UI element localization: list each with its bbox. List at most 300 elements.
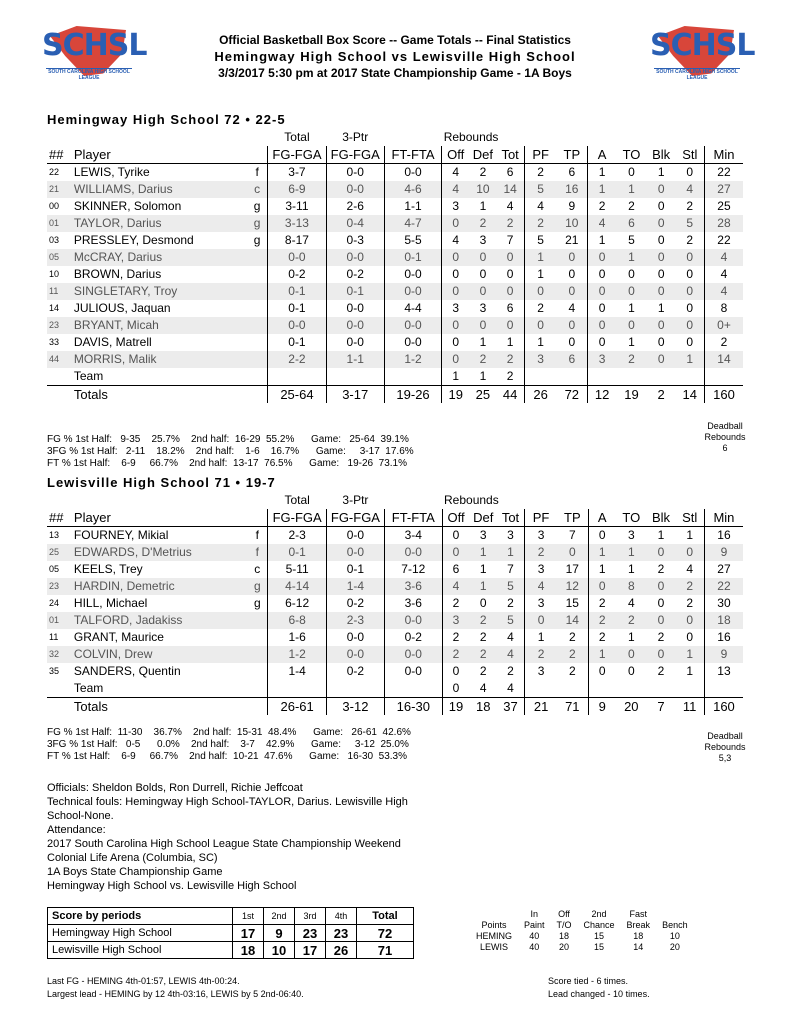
blank-cell — [47, 698, 72, 716]
player-position: c — [247, 181, 268, 198]
stat-tot: 0 — [497, 283, 525, 300]
player-row — [47, 646, 743, 663]
last-fg: Last FG - HEMING 4th-01:57, LEWIS 4th-00:24. — [47, 976, 240, 986]
stat-stl: 0 — [676, 283, 705, 300]
stat-def: 1 — [470, 544, 497, 561]
total-tp: 71 — [557, 698, 588, 716]
stat-fg3: 0-0 — [326, 544, 384, 561]
col-ft: FT-FTA — [384, 146, 441, 164]
blank-cell — [676, 368, 705, 386]
blank-cell — [616, 368, 646, 386]
stat-ft: 4-6 — [384, 181, 441, 198]
col-off: Off — [442, 509, 470, 527]
header-row-groups — [47, 492, 743, 509]
period-2-header: 2nd — [264, 908, 295, 925]
stat-min: 4 — [704, 283, 743, 300]
player-position — [247, 334, 268, 351]
group-rebounds: Rebounds — [444, 493, 499, 507]
stat-def: 1 — [479, 335, 487, 349]
rebounds-label: Rebounds — [704, 742, 746, 752]
blank-cell — [588, 492, 616, 509]
blank-cell — [525, 680, 558, 698]
total-blk: 7 — [647, 698, 676, 716]
team-stat-cell: 15 — [594, 942, 605, 952]
stat-tot: 4 — [507, 630, 514, 644]
blank-cell — [557, 368, 588, 386]
stat-tot: 4 — [507, 681, 514, 695]
stat-tot: 6 — [506, 165, 514, 179]
home-team-title: Hemingway High School 72 • 22-5 — [47, 112, 286, 127]
stat-min: 2 — [704, 334, 743, 351]
stat-a: 0 — [587, 317, 616, 334]
col-tot: Tot — [497, 509, 525, 527]
home-fg-pct: FG % 1st Half: 9-35 25.7% 2nd half: 16-29 55.2% Game: 25-64 39.1% — [47, 434, 409, 445]
stat-tot: 0 — [497, 317, 525, 334]
stat-blk: 0 — [647, 283, 676, 300]
visitor-box-score-table — [47, 492, 743, 715]
stat-off: 6 — [442, 561, 470, 578]
stat-ft: 0-0 — [384, 266, 441, 283]
player-position — [247, 266, 268, 283]
player-row — [47, 181, 743, 198]
period-4-header: 4th — [326, 908, 357, 925]
stat-fg: 0-1 — [268, 300, 326, 317]
stat-tot: 14 — [497, 181, 525, 198]
report-title: Official Basketball Box Score -- Game Totals -- Final Statistics — [219, 33, 571, 47]
team-stat-cell: Bench — [662, 920, 688, 930]
col-blk: Blk — [647, 146, 676, 164]
blank-cell — [47, 386, 72, 404]
col-3pt: FG-FGA — [326, 146, 384, 164]
player-row — [47, 629, 743, 646]
stat-stl: 0 — [686, 267, 694, 281]
team-stats-table — [470, 909, 694, 953]
stat-fg3: 0-1 — [326, 561, 384, 578]
stat-ft: 0-0 — [385, 663, 442, 680]
stat-blk: 0 — [647, 249, 676, 266]
col-pf: PF — [525, 509, 558, 527]
stat-def: 3 — [479, 233, 487, 247]
score-tied: Score tied - 6 times. — [548, 976, 629, 986]
stat-stl: 2 — [686, 233, 694, 247]
stat-ft: 7-12 — [385, 561, 442, 578]
player-row — [47, 612, 743, 629]
player-row — [47, 232, 743, 249]
player-name: KEELS, Trey — [73, 562, 143, 576]
blank-cell — [268, 368, 326, 386]
stat-tp: 2 — [568, 630, 576, 644]
player-number: 01 — [47, 612, 72, 629]
stat-pf: 3 — [525, 663, 558, 680]
total-fg: 26-61 — [268, 698, 326, 716]
col-to: TO — [616, 146, 646, 164]
stat-fg3: 0-2 — [326, 595, 384, 612]
stat-off: 0 — [442, 680, 470, 698]
stat-ft: 5-5 — [384, 232, 441, 249]
player-position — [247, 317, 268, 334]
stat-fg: 2-2 — [268, 351, 326, 368]
stat-pf: 4 — [524, 198, 557, 215]
team-stat-cell: Break — [626, 920, 651, 930]
stat-a: 4 — [587, 215, 616, 232]
stat-off: 0 — [442, 334, 469, 351]
stat-tp: 12 — [557, 578, 588, 595]
stat-def: 1 — [470, 578, 497, 595]
totals-row — [47, 386, 743, 404]
player-row — [47, 578, 743, 595]
stat-stl: 0 — [686, 630, 693, 644]
player-number: 32 — [47, 646, 72, 663]
stat-off: 0 — [442, 266, 469, 283]
player-number: 23 — [47, 578, 72, 595]
stat-tp: 6 — [568, 165, 576, 179]
stat-blk: 0 — [647, 612, 676, 629]
game-notes — [47, 781, 547, 893]
schsl-logo-right — [650, 22, 755, 82]
stat-ft: 3-4 — [385, 527, 442, 545]
period-team-name: Lewisville High School — [48, 942, 233, 959]
stat-fg3: 0-0 — [326, 646, 384, 663]
stat-blk: 0 — [647, 317, 676, 334]
stat-fg: 0-1 — [268, 544, 326, 561]
stat-blk: 2 — [657, 630, 665, 644]
stat-fg3: 2-6 — [326, 198, 384, 215]
stat-to: 5 — [628, 233, 635, 247]
team-stats-header-2 — [470, 920, 694, 931]
totals-row — [47, 698, 743, 716]
stat-off: 0 — [442, 544, 470, 561]
col-a: A — [587, 146, 616, 164]
stat-tp: 21 — [565, 233, 579, 247]
stat-off: 1 — [442, 368, 469, 386]
stat-tot: 2 — [507, 664, 514, 678]
col-tot: Tot — [497, 146, 525, 164]
stat-a: 2 — [588, 612, 616, 629]
player-name: HILL, Michael — [73, 596, 148, 610]
stat-tp: 7 — [568, 528, 576, 542]
total-to: 20 — [616, 698, 647, 716]
stat-blk: 0 — [647, 646, 676, 663]
stat-tp: 0 — [568, 335, 576, 349]
player-name: BRYANT, Micah — [72, 317, 247, 334]
player-name: COLVIN, Drew — [72, 646, 247, 663]
game-info: 3/3/2017 5:30 pm at 2017 State Championship Game - 1A Boys — [218, 66, 572, 80]
col-min: Min — [704, 509, 743, 527]
stat-pf: 3 — [525, 561, 558, 578]
stat-blk: 0 — [647, 181, 676, 198]
stat-tot: 0 — [506, 267, 514, 281]
stat-a: 1 — [588, 646, 616, 663]
player-number: 44 — [47, 351, 72, 368]
col-3pt: FG-FGA — [326, 509, 384, 527]
col-number: ## — [47, 146, 72, 164]
team-stat-cell: HEMING — [476, 931, 512, 941]
total-min: 160 — [704, 698, 743, 716]
stat-pf: 1 — [524, 266, 557, 283]
stat-def: 3 — [479, 301, 487, 315]
team-stat-cell: 2nd — [591, 909, 607, 919]
stat-to: 0 — [616, 283, 646, 300]
stat-fg: 1-4 — [268, 663, 326, 680]
deadball-label: Deadball — [707, 421, 743, 431]
blank-cell — [587, 368, 616, 386]
stat-to: 2 — [616, 612, 647, 629]
stat-fg: 5-11 — [268, 561, 326, 578]
stat-min: 0+ — [704, 317, 743, 334]
stat-fg3: 1-1 — [326, 351, 384, 368]
team-stat-cell: 18 — [559, 931, 570, 941]
periods-row-visitor — [48, 942, 414, 959]
player-name: SINGLETARY, Troy — [72, 283, 247, 300]
stat-tp: 10 — [557, 215, 588, 232]
player-name: PRESSLEY, Desmond — [73, 233, 194, 247]
blank-cell — [524, 368, 557, 386]
stat-def: 3 — [479, 528, 487, 542]
player-number: 21 — [47, 181, 72, 198]
col-off: Off — [442, 146, 469, 164]
player-position: g — [247, 578, 268, 595]
team-row — [47, 680, 743, 698]
stat-ft: 0-1 — [384, 249, 441, 266]
stat-fg: 6-8 — [268, 612, 326, 629]
stat-def: 2 — [469, 351, 496, 368]
stat-tot: 2 — [497, 351, 525, 368]
header-row-columns — [47, 146, 743, 164]
player-row — [47, 595, 743, 612]
stat-to: 1 — [616, 181, 646, 198]
stat-pf: 1 — [525, 629, 558, 646]
total-a: 12 — [587, 386, 616, 404]
venue: Colonial Life Arena (Columbia, SC) — [47, 852, 218, 864]
player-row — [47, 334, 743, 351]
stat-fg3: 0-1 — [326, 283, 384, 300]
stat-to: 4 — [627, 596, 635, 610]
blank-cell — [326, 368, 384, 386]
stat-blk: 1 — [657, 528, 665, 542]
stat-blk: 0 — [657, 233, 665, 247]
team-stat-cell: T/O — [556, 920, 572, 930]
player-position: g — [253, 233, 261, 247]
stat-a: 1 — [587, 164, 616, 182]
total-to: 19 — [616, 386, 646, 404]
stat-ft: 0-0 — [384, 283, 441, 300]
stat-off: 2 — [442, 646, 470, 663]
period-score: 23 — [326, 925, 357, 942]
stat-min: 4 — [704, 249, 743, 266]
stat-min: 9 — [704, 646, 743, 663]
stat-a: 2 — [588, 595, 616, 612]
stat-stl: 2 — [686, 199, 694, 213]
stat-a: 0 — [587, 283, 616, 300]
stat-fg: 8-17 — [268, 232, 326, 249]
stat-fg: 0-1 — [268, 283, 326, 300]
period-total-header: Total — [357, 908, 414, 925]
stat-pf: 1 — [524, 249, 557, 266]
stat-fg3: 0-3 — [326, 232, 384, 249]
stat-fg: 0-0 — [268, 317, 326, 334]
visitor-fg-pct: FG % 1st Half: 11-30 36.7% 2nd half: 15-31 48.4% Game: 26-61 42.6% — [47, 727, 411, 738]
stat-fg: 2-3 — [268, 527, 326, 545]
period-total: 72 — [357, 925, 414, 942]
team-stat-cell: 14 — [633, 942, 644, 952]
stat-min: 13 — [704, 663, 743, 680]
stat-pf: 0 — [525, 612, 558, 629]
player-name: EDWARDS, D'Metrius — [72, 544, 247, 561]
stat-off: 4 — [442, 181, 469, 198]
total-tp: 72 — [557, 386, 588, 404]
player-row — [47, 351, 743, 368]
stat-tp: 14 — [557, 612, 588, 629]
stat-def: 0 — [469, 317, 496, 334]
stat-tp: 2 — [568, 664, 576, 678]
stat-blk: 1 — [657, 165, 665, 179]
stat-stl: 0 — [686, 301, 694, 315]
stat-ft: 3-6 — [385, 595, 442, 612]
stat-fg: 6-12 — [268, 595, 326, 612]
stat-ft: 4-7 — [384, 215, 441, 232]
home-percentages — [47, 434, 414, 470]
stat-def: 2 — [479, 630, 487, 644]
group-total: Total — [284, 493, 310, 507]
stat-min: 30 — [704, 595, 743, 612]
blank-cell — [557, 680, 588, 698]
period-3-header: 3rd — [295, 908, 326, 925]
visitor-deadball — [690, 731, 760, 764]
stat-min: 18 — [704, 612, 743, 629]
group-rebounds: Rebounds — [443, 130, 499, 144]
player-number: 11 — [49, 632, 59, 642]
stat-tp: 4 — [568, 301, 576, 315]
col-pos — [247, 146, 268, 164]
team-stats-header-1 — [470, 909, 694, 920]
blank-cell — [247, 386, 268, 404]
stat-off: 0 — [442, 317, 469, 334]
blank-cell — [247, 368, 268, 386]
player-position: c — [254, 562, 261, 576]
stat-stl: 0 — [686, 165, 694, 179]
stat-fg3: 0-0 — [326, 300, 384, 317]
stat-tot: 7 — [507, 562, 514, 576]
footer-right — [548, 975, 650, 1001]
blank-cell — [525, 492, 558, 509]
stat-off: 0 — [442, 215, 469, 232]
total-stl: 11 — [675, 698, 704, 716]
player-number: 00 — [49, 201, 60, 211]
stat-to: 1 — [627, 630, 635, 644]
stat-to: 0 — [628, 267, 635, 281]
blank-cell — [47, 492, 72, 509]
stat-stl: 4 — [686, 562, 693, 576]
totals-label: Totals — [72, 386, 247, 404]
stat-fg3: 0-0 — [326, 629, 384, 646]
stat-fg: 0-1 — [268, 334, 326, 351]
player-name: FOURNEY, Mikial — [73, 528, 169, 542]
footer-left — [47, 975, 304, 1001]
blank-cell — [47, 680, 72, 698]
player-name: BROWN, Darius — [73, 267, 162, 281]
player-row — [47, 266, 743, 283]
team-stat-cell: 20 — [669, 942, 680, 952]
stat-off: 2 — [442, 595, 470, 612]
blank-cell — [647, 680, 676, 698]
score-by-periods-table — [47, 907, 414, 959]
rebounds-label: Rebounds — [704, 432, 746, 442]
team-stat-cell: Fast — [629, 909, 648, 919]
stat-def: 2 — [469, 215, 496, 232]
stat-off: 0 — [442, 527, 470, 545]
stat-min: 16 — [704, 629, 743, 646]
team-label: Team — [73, 681, 104, 695]
stat-min: 22 — [704, 578, 743, 595]
stat-tot: 3 — [507, 528, 514, 542]
stat-a: 0 — [587, 334, 616, 351]
total-pf: 21 — [525, 698, 558, 716]
blank-cell — [47, 129, 72, 146]
group-3ptr: 3-Ptr — [342, 493, 369, 507]
player-row — [47, 249, 743, 266]
col-stl: Stl — [676, 146, 705, 164]
total-blk: 2 — [647, 386, 676, 404]
blank-cell — [647, 368, 676, 386]
stat-pf: 0 — [524, 283, 557, 300]
stat-to: 6 — [616, 215, 646, 232]
logo-subtext: SOUTH CAROLINA HIGH SCHOOL LEAGUE — [46, 68, 132, 81]
blank-cell — [676, 129, 705, 146]
player-position — [247, 283, 268, 300]
matchup-note: Hemingway High School vs. Lewisville High School — [47, 880, 297, 892]
lead-changed: Lead changed - 10 times. — [548, 989, 650, 999]
stat-tp: 0 — [557, 317, 588, 334]
col-ft: FT-FTA — [385, 509, 442, 527]
stat-off: 0 — [442, 283, 469, 300]
col-blk: Blk — [647, 509, 676, 527]
player-position: g — [253, 596, 261, 610]
col-def: Def — [470, 509, 497, 527]
col-player: Player — [72, 509, 247, 527]
stat-tot: 1 — [497, 544, 525, 561]
blank-cell — [247, 492, 268, 509]
team-label: Team — [73, 369, 104, 383]
stat-stl: 5 — [676, 215, 705, 232]
stat-tp: 0 — [557, 249, 588, 266]
total-fg: 25-64 — [268, 386, 326, 404]
stat-fg3: 1-4 — [326, 578, 384, 595]
visitor-team-title: Lewisville High School 71 • 19-7 — [47, 475, 276, 490]
stat-stl: 0 — [676, 249, 705, 266]
logo-text: SCHSL — [42, 28, 147, 63]
blank-cell — [704, 129, 743, 146]
stat-tp: 2 — [557, 646, 588, 663]
stat-blk: 0 — [657, 335, 665, 349]
blank-cell — [557, 129, 588, 146]
player-position — [247, 300, 268, 317]
player-number: 14 — [49, 303, 60, 313]
stat-pf: 5 — [524, 232, 557, 249]
blank-cell — [647, 492, 676, 509]
player-name: LEWIS, Tyrike — [73, 165, 150, 179]
stat-fg: 4-14 — [268, 578, 326, 595]
stat-ft: 0-0 — [385, 544, 442, 561]
stat-blk: 0 — [657, 199, 665, 213]
stat-def: 2 — [470, 612, 497, 629]
blank-cell — [616, 129, 646, 146]
stat-blk: 1 — [657, 301, 665, 315]
player-name: GRANT, Maurice — [73, 630, 164, 644]
largest-lead: Largest lead - HEMING by 12 4th-03:16, LEWIS by 5 2nd-06:40. — [47, 989, 304, 999]
blank-cell — [616, 680, 647, 698]
period-1-header: 1st — [233, 908, 264, 925]
stat-ft: 0-0 — [384, 164, 441, 182]
